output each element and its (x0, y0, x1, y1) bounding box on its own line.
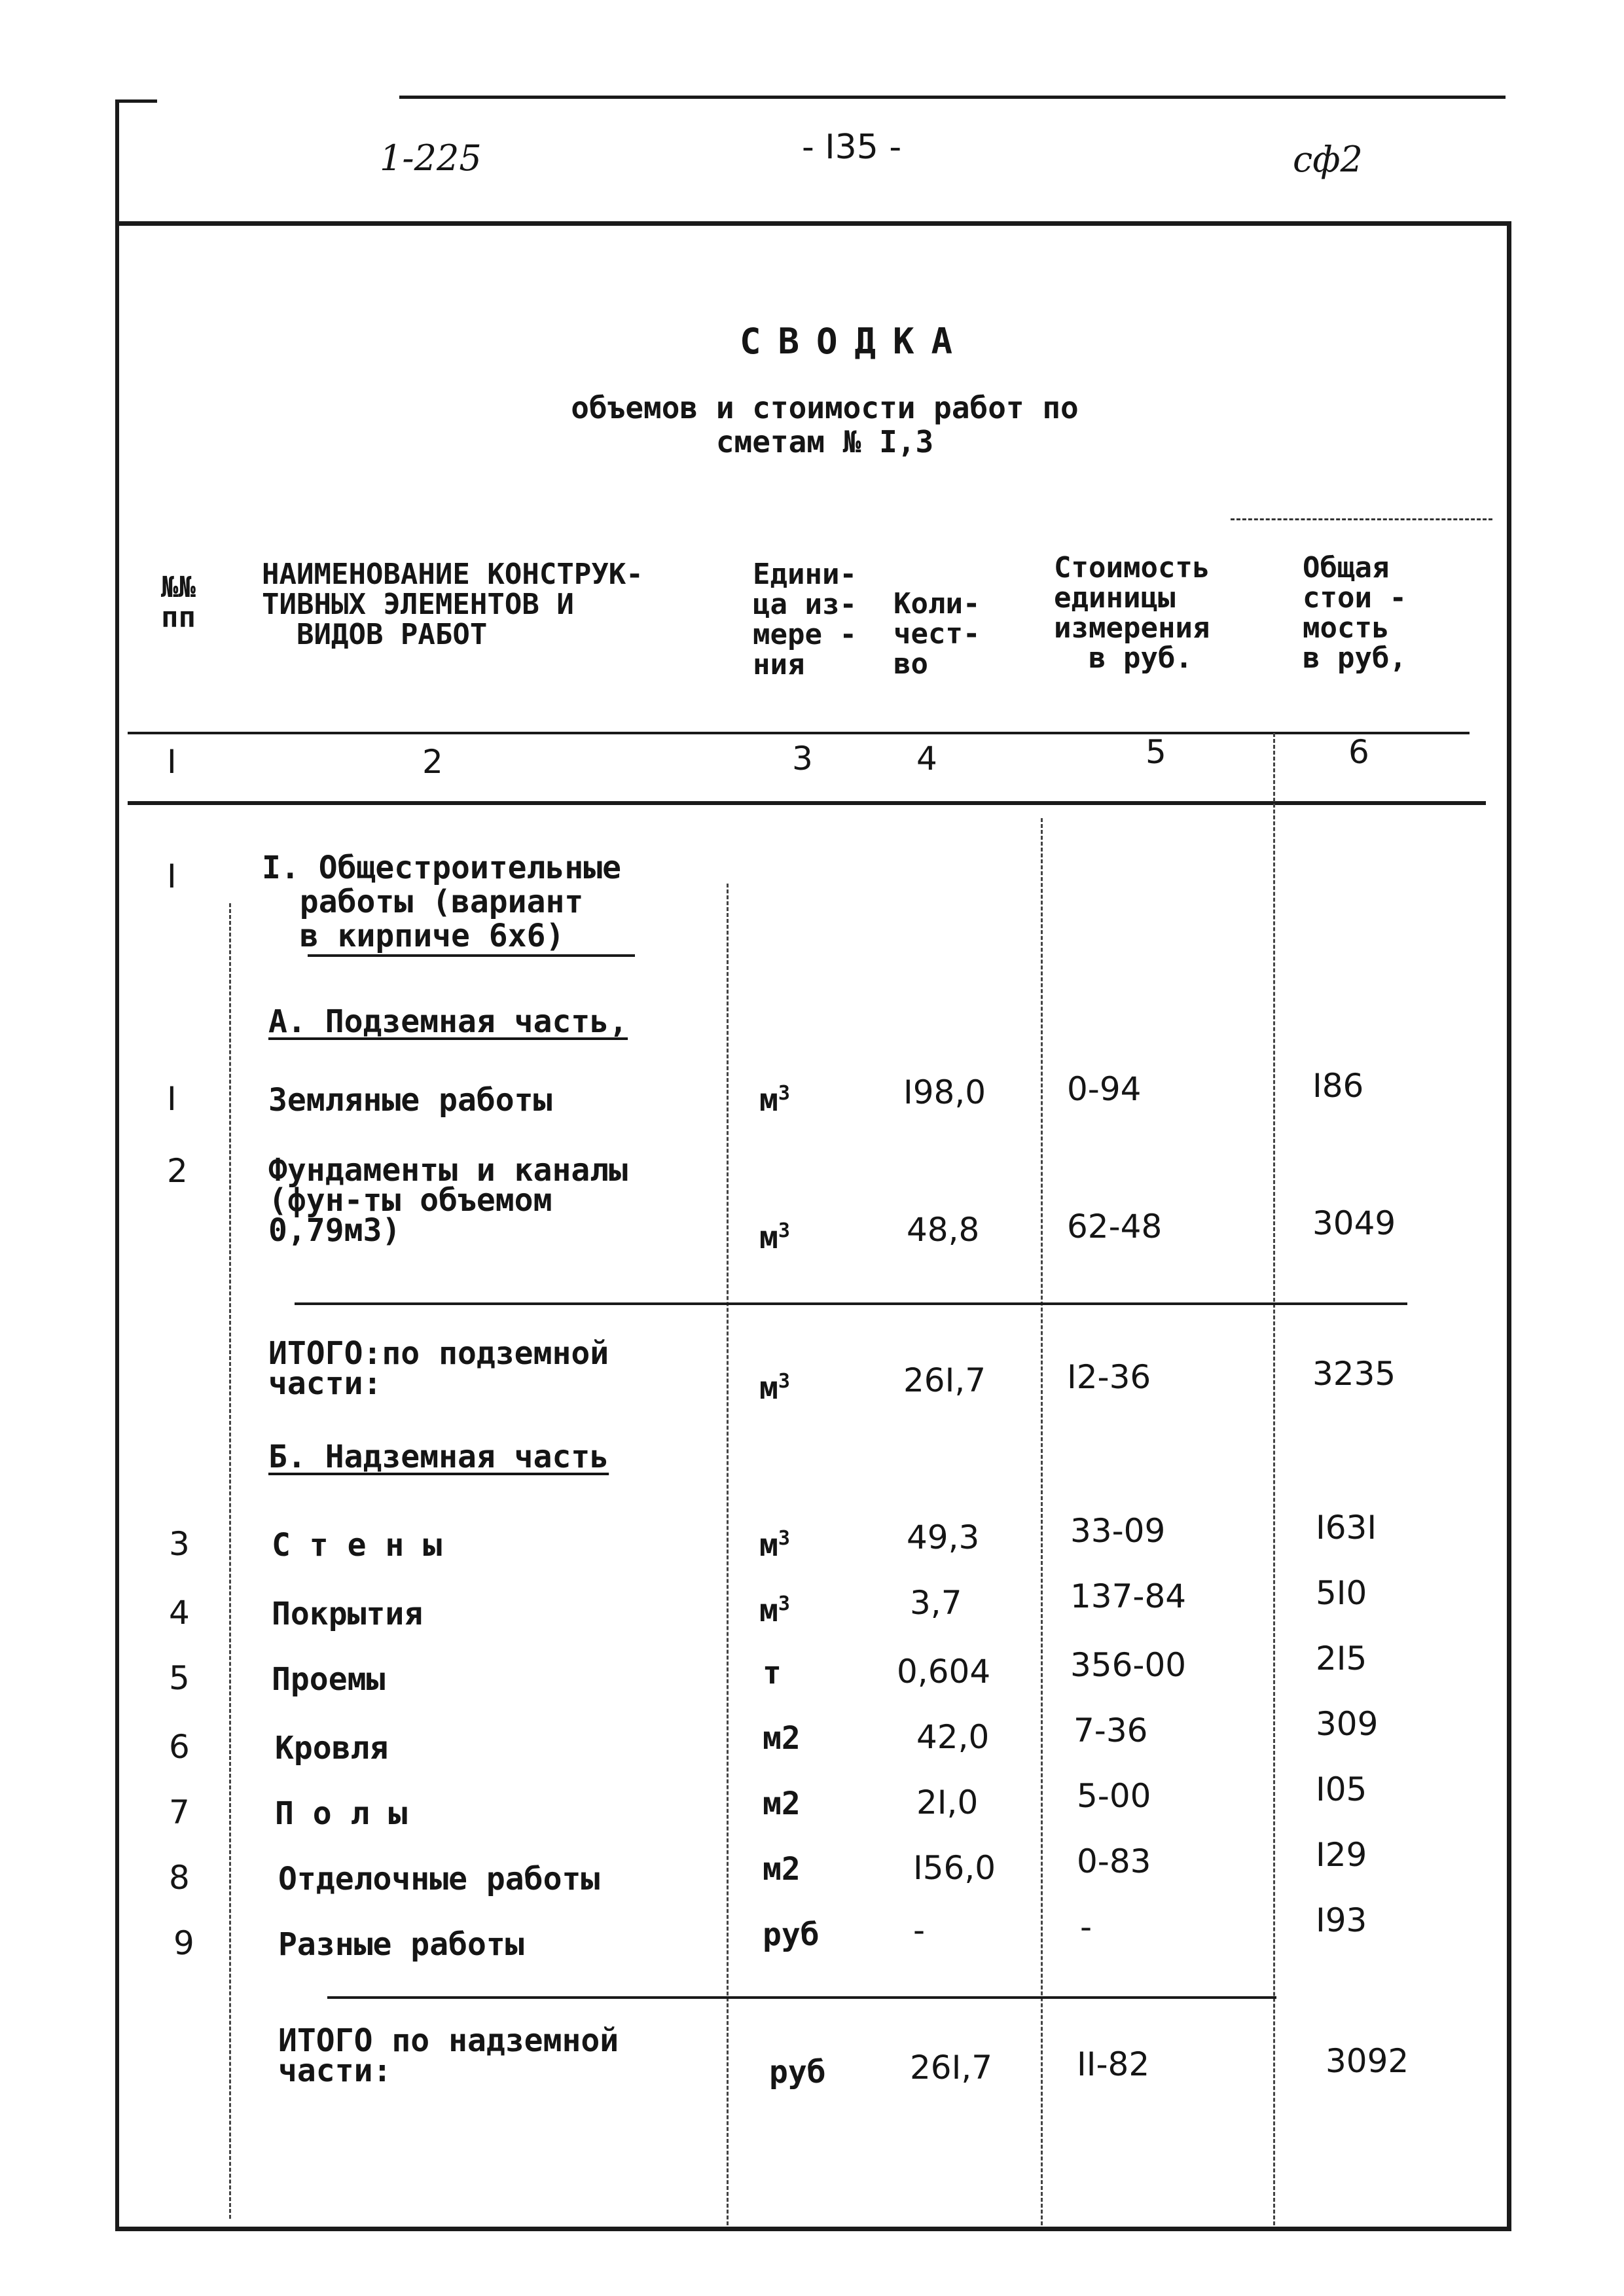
row-price: - (1080, 1908, 1092, 1946)
row-qty: 49,3 (907, 1518, 980, 1556)
row-total: I63I (1316, 1509, 1377, 1547)
row-price: 62-48 (1067, 1208, 1163, 1246)
row-qty: I98,0 (903, 1073, 986, 1111)
document-subtitle-1: объемов и стоимости работ по (571, 390, 1079, 425)
document-title: СВОДКА (740, 321, 970, 362)
row-price: 0-94 (1067, 1070, 1142, 1108)
frame-left (115, 99, 119, 2231)
row-num: 7 (169, 1793, 190, 1831)
row-price: 0-83 (1077, 1842, 1151, 1880)
row-unit: $м^3$ (759, 1527, 790, 1564)
row-price: 137-84 (1070, 1577, 1187, 1615)
divider-price (1273, 733, 1275, 2225)
colnum-bottom-rule (128, 801, 1486, 805)
col-header-qty: Коли- чест- во (893, 587, 981, 681)
row-qty: 2I,0 (916, 1784, 979, 1821)
row-num: 4 (169, 1594, 190, 1632)
col-number-6: 6 (1348, 733, 1369, 771)
header-bottom-rule (128, 732, 1470, 734)
row-name: ИТОГО по надземной части: (278, 2022, 619, 2089)
row-name: Отделочные работы (278, 1861, 600, 1897)
table-top-rule (1231, 518, 1492, 520)
subtotal-rule-2 (327, 1996, 1276, 1999)
page-number: - I35 - (802, 128, 902, 167)
section-title-underline (308, 954, 635, 957)
part-a-title: А. Подземная часть, (268, 1003, 628, 1040)
col-number-5: 5 (1146, 733, 1166, 771)
row-name: Покрытия (272, 1596, 424, 1632)
row-name: П о л ы (275, 1795, 408, 1832)
row-total: 3049 (1312, 1204, 1396, 1242)
row-name: Земляные работы (268, 1082, 552, 1119)
row-unit: $м^3$ (759, 1370, 790, 1407)
row-num: I (167, 1080, 177, 1118)
row-qty: 3,7 (910, 1584, 962, 1622)
row-qty: 26I,7 (903, 1361, 986, 1399)
col-header-name: НАИМЕНОВАНИЕ КОНСТРУК- ТИВНЫХ ЭЛЕМЕНТОВ И ВИДОВ РАБОТ (262, 558, 643, 651)
col-number-2: 2 (422, 743, 443, 781)
row-qty: 0,604 (897, 1653, 991, 1691)
row-name: С т е н ы (272, 1527, 442, 1564)
row-name: Разные работы (278, 1926, 524, 1963)
row-unit: м2 (763, 1720, 801, 1757)
row-qty: 26I,7 (910, 2049, 993, 2087)
row-qty: 42,0 (916, 1718, 990, 1756)
row-qty: 48,8 (907, 1211, 980, 1249)
col-header-unit: Едини- ца из- мере - ния (753, 558, 857, 681)
row-total: 5I0 (1316, 1574, 1367, 1612)
divider-name (727, 884, 729, 2225)
row-price: 7-36 (1074, 1712, 1148, 1749)
row-num: 9 (173, 1924, 194, 1962)
row-price: II-82 (1077, 2045, 1150, 2083)
row-num: 5 (169, 1659, 190, 1697)
row-total: 309 (1316, 1705, 1379, 1743)
row-total: I93 (1316, 1901, 1367, 1939)
col-number-4: 4 (916, 740, 937, 778)
row-unit: $м^3$ (759, 1082, 790, 1119)
row-total: 3092 (1326, 2042, 1409, 2080)
row-num: 6 (169, 1728, 190, 1766)
row-total: I29 (1316, 1836, 1367, 1874)
part-b-title: Б. Надземная часть (268, 1439, 609, 1475)
col-header-num: №№ пп (161, 571, 196, 634)
row-unit: $м^3$ (759, 1219, 790, 1256)
divider-qty (1041, 818, 1043, 2225)
subtotal-rule-1 (295, 1302, 1407, 1305)
col-header-total: Общая стои - мость в руб, (1303, 551, 1407, 675)
row-name: Кровля (275, 1730, 389, 1767)
row-unit: м2 (763, 1851, 801, 1888)
row-total: 3235 (1312, 1355, 1396, 1393)
divider-num (229, 903, 231, 2219)
section-number: I (167, 857, 177, 895)
frame-right (1507, 223, 1511, 2231)
row-name: ИТОГО:по подземной части: (268, 1335, 609, 1402)
row-price: 5-00 (1077, 1777, 1151, 1815)
row-num: 3 (169, 1525, 190, 1563)
row-unit: руб (769, 2054, 826, 2090)
frame-top (399, 96, 1506, 99)
row-price: I2-36 (1067, 1358, 1151, 1396)
row-unit: м2 (763, 1785, 801, 1822)
document-subtitle-2: сметам № I,3 (715, 424, 934, 459)
row-total: 2I5 (1316, 1640, 1367, 1677)
row-qty: I56,0 (913, 1849, 996, 1887)
row-unit: т (763, 1655, 782, 1691)
row-unit: $м^3$ (759, 1592, 790, 1629)
row-price: 33-09 (1070, 1512, 1166, 1550)
sheet-mark: сф2 (1293, 139, 1363, 180)
col-header-price: Стоимость единицы измерения в руб. (1054, 551, 1210, 675)
row-price: 356-00 (1070, 1646, 1187, 1684)
row-num: 2 (167, 1152, 188, 1190)
section-title: I. Общестроительные работы (вариант в кирпиче 6х6) (262, 850, 622, 954)
row-num: 8 (169, 1859, 190, 1897)
row-total: I86 (1312, 1067, 1364, 1105)
row-total: I05 (1316, 1770, 1367, 1808)
row-name: Проемы (272, 1661, 386, 1698)
row-qty: - (913, 1911, 926, 1949)
col-number-1: I (167, 743, 177, 781)
frame-bottom (115, 2227, 1511, 2231)
doc-code: 1-225 (380, 137, 482, 179)
row-name: Фундаменты и каналы (фун-ты объемом 0,79м3) (268, 1152, 628, 1249)
row-unit: руб (763, 1916, 820, 1953)
header-separator (115, 221, 1511, 226)
col-number-3: 3 (792, 740, 813, 778)
frame-top-left (118, 99, 157, 103)
